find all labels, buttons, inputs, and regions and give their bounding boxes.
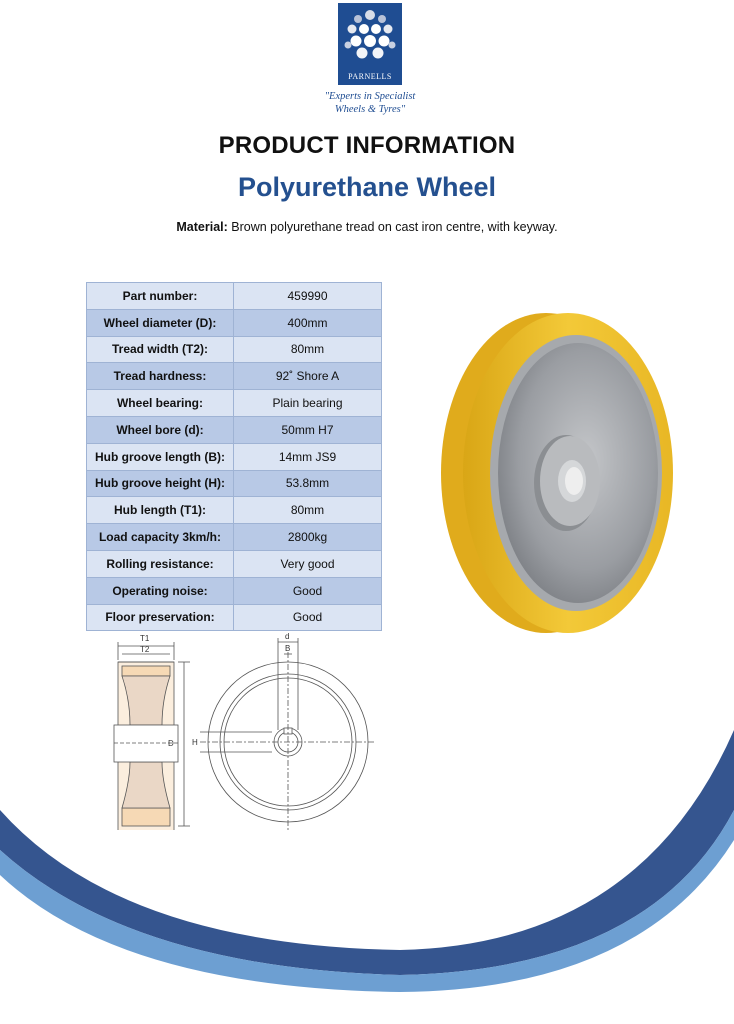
- logo-tagline-2: Wheels & Tyres": [334, 104, 406, 115]
- label-t1: T1: [140, 634, 150, 643]
- logo-tagline-1: "Experts in Specialist: [324, 91, 416, 102]
- spec-value: 80mm: [234, 336, 382, 363]
- spec-value: 80mm: [234, 497, 382, 524]
- spec-label: Rolling resistance:: [87, 550, 234, 577]
- spec-label: Floor preservation:: [87, 604, 234, 631]
- label-b: B: [285, 644, 291, 653]
- table-row: [87, 443, 382, 470]
- parnells-logo: [338, 3, 402, 85]
- table-row: [87, 470, 382, 497]
- table-row: [87, 497, 382, 524]
- spec-value: Plain bearing: [234, 390, 382, 417]
- spec-value: 92˚ Shore A: [234, 363, 382, 390]
- spec-label: Tread hardness:: [87, 363, 234, 390]
- table-row: [87, 604, 382, 631]
- table-row: [87, 524, 382, 551]
- label-t2: T2: [140, 645, 150, 654]
- material-text: Brown polyurethane tread on cast iron centre, with keyway.: [227, 220, 558, 234]
- label-bore: d: [285, 632, 290, 641]
- spec-label: Wheel diameter (D):: [87, 309, 234, 336]
- spec-value: Good: [234, 577, 382, 604]
- table-row: [87, 390, 382, 417]
- decorative-swoosh: [0, 700, 734, 1024]
- spec-label: Hub groove height (H):: [87, 470, 234, 497]
- spec-value: 50mm H7: [234, 416, 382, 443]
- spec-value: 2800kg: [234, 524, 382, 551]
- label-h: H: [192, 738, 198, 747]
- table-row: [87, 283, 382, 310]
- spec-label: Wheel bore (d):: [87, 416, 234, 443]
- spec-value: 53.8mm: [234, 470, 382, 497]
- label-d-diameter: D: [168, 739, 174, 748]
- spec-table: [86, 282, 382, 631]
- spec-value: 400mm: [234, 309, 382, 336]
- spec-label: Load capacity 3km/h:: [87, 524, 234, 551]
- spec-label: Wheel bearing:: [87, 390, 234, 417]
- spec-value: 14mm JS9: [234, 443, 382, 470]
- product-name: Polyurethane Wheel: [237, 172, 497, 202]
- spec-label: Part number:: [87, 283, 234, 310]
- spec-label: Hub groove length (B):: [87, 443, 234, 470]
- table-row: [87, 550, 382, 577]
- spec-label: Tread width (T2):: [87, 336, 234, 363]
- material-line: [0, 220, 734, 234]
- spec-label: Hub length (T1):: [87, 497, 234, 524]
- spec-value: Good: [234, 604, 382, 631]
- spec-label: Operating noise:: [87, 577, 234, 604]
- table-row: [87, 416, 382, 443]
- logo-brand-text: PARNELLS: [348, 72, 392, 81]
- table-row: [87, 336, 382, 363]
- table-row: [87, 577, 382, 604]
- logo-spheres-icon: [338, 3, 402, 69]
- wheel-photo-image: [428, 305, 678, 645]
- table-row: [87, 309, 382, 336]
- page-title: PRODUCT INFORMATION: [218, 132, 516, 159]
- material-label: Material:: [176, 220, 228, 234]
- spec-value: 459990: [234, 283, 382, 310]
- table-row: [87, 363, 382, 390]
- spec-value: Very good: [234, 550, 382, 577]
